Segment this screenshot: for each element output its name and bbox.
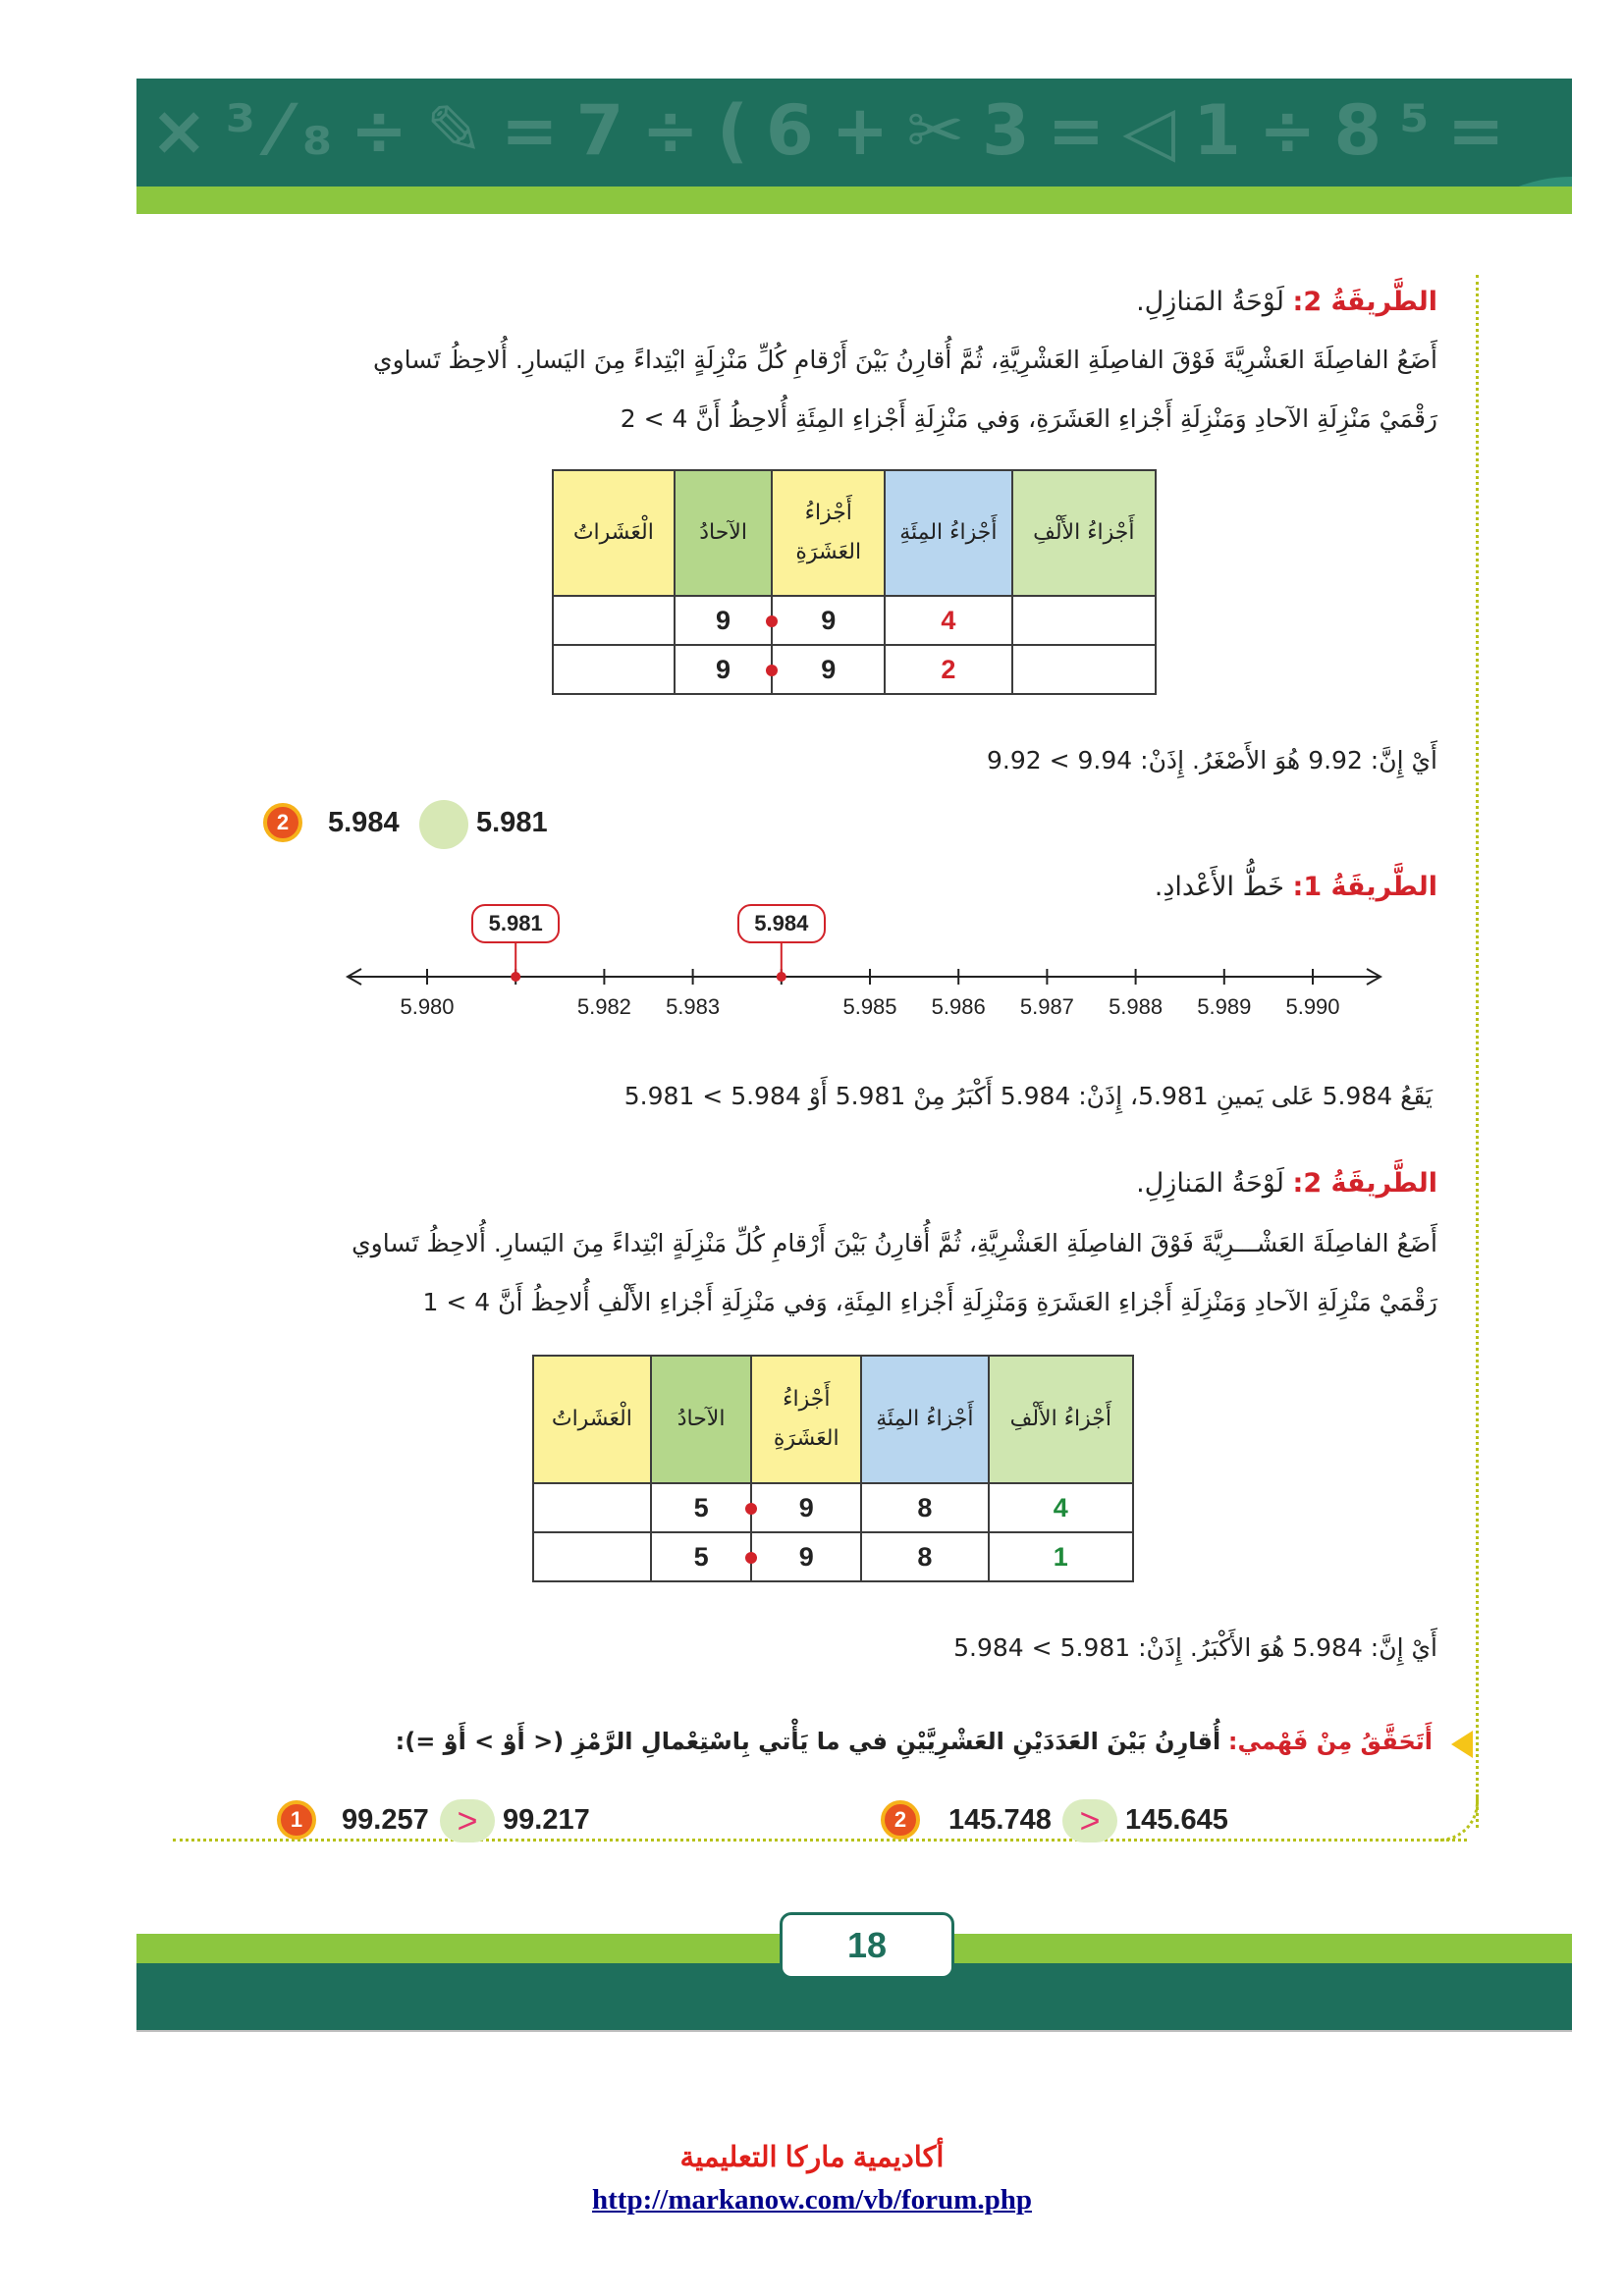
example-2-left-number: 5.984 — [328, 807, 400, 838]
tick-label: 5.985 — [842, 994, 897, 1019]
th-ones: الآحادُ — [675, 470, 773, 596]
method2a-label: الطَّريقَةُ 2: — [1292, 287, 1437, 317]
table-row — [533, 1532, 1133, 1581]
academy-name: أكاديمية ماركا التعليمية — [679, 2142, 945, 2173]
method1-label: الطَّريقَةُ 1: — [1292, 872, 1437, 902]
header-banner — [136, 79, 1572, 214]
page-number: 18 — [780, 1912, 954, 1979]
method2a-heading — [1136, 287, 1437, 317]
example-2-badge: 2 — [263, 803, 302, 842]
exercise-2-right: 145.645 — [1125, 1804, 1228, 1836]
comparison-blank-circle — [419, 800, 468, 849]
number-line-conclusion: يَقَعُ 5.984 عَلى يَمينِ 5.981، إِذَنْ: 5.984 أَكْبَرُ مِنْ 5.981 أَوْ 5.984 > 5.981 — [623, 1082, 1433, 1110]
cell: 4 — [989, 1483, 1133, 1532]
cell — [772, 596, 885, 645]
th-tens: الْعَشَراتُ — [533, 1356, 651, 1483]
frame-border-right — [1476, 275, 1479, 1828]
tick-label: 5.990 — [1285, 994, 1340, 1019]
decimal-point-dot — [745, 1503, 757, 1515]
text-b-line2: رَقْمَيْ مَنْزِلَةِ الآحادِ وَمَنْزِلَةِ أَجْزاءِ العَشَرَةِ وَمَنْزِلَةِ أَجْزاءِ المِئَةِ، وَفي مَنْزِلَةِ أَجْزاءِ الأَلْفِ أُلاحِظُ أَنَّ 4 > 1 — [422, 1288, 1437, 1316]
tick-label: 5.982 — [576, 994, 631, 1019]
table-row — [553, 645, 1156, 694]
tick-label: 5.987 — [1019, 994, 1074, 1019]
conclusion-a: أَيْ إِنَّ: 9.92 هُوَ الأَصْغَرُ. إِذَنْ: 9.94 > 9.92 — [987, 746, 1437, 774]
place-value-table-a — [552, 469, 1157, 695]
number-line-ticks — [427, 941, 1313, 985]
method2b-label: الطَّريقَةُ 2: — [1292, 1168, 1437, 1199]
cell — [533, 1532, 651, 1581]
cell-value: 9 — [821, 654, 837, 684]
th-thousandths: أَجْزاءُ الأَلْفِ — [989, 1356, 1133, 1483]
text-a-line1: أَضَعُ الفاصِلَةَ العَشْرِيَّةَ فَوْقَ الفاصِلَةِ العَشْرِيَّةِ، ثُمَّ أُقارِنُ بَيْنَ أَرْقامِ كُلِّ مَنْزِلَةٍ ابْتِداءً مِنَ اليَسارِ. أُلاحِظُ تَساوي — [373, 346, 1437, 374]
exercise-1-left: 99.257 — [342, 1804, 429, 1836]
conclusion-b: أَيْ إِنَّ: 5.984 هُوَ الأَكْبَرُ. إِذَنْ: 5.981 > 5.984 — [953, 1633, 1437, 1662]
method1-title: خَطُّ الأَعْدادِ. — [1154, 872, 1284, 902]
cell: 9 — [675, 596, 773, 645]
check-label: أَتَحَقَّقُ مِنْ فَهْمي: — [1227, 1728, 1433, 1755]
cell: 9 — [675, 645, 773, 694]
decimal-point-dot — [766, 665, 778, 676]
cell: 2 — [885, 645, 1011, 694]
th-hundredths: أَجْزاءُ المِئَةِ — [885, 470, 1011, 596]
banner-green-stripe — [136, 187, 1572, 214]
cell: 8 — [861, 1483, 988, 1532]
cell — [751, 1532, 861, 1581]
tick-label: 5.980 — [400, 994, 455, 1019]
th-hundredths: أَجْزاءُ المِئَةِ — [861, 1356, 988, 1483]
decimal-point-dot — [766, 615, 778, 627]
cell: 4 — [885, 596, 1011, 645]
tick-label: 5.989 — [1197, 994, 1252, 1019]
cell — [1012, 645, 1156, 694]
table-row — [533, 1483, 1133, 1532]
method2b-title: لَوْحَةُ المَنازِلِ. — [1136, 1168, 1284, 1199]
exercise-2-badge: 2 — [881, 1800, 920, 1840]
cell: 5 — [651, 1532, 752, 1581]
cell-value: 9 — [821, 605, 837, 635]
place-value-table-b — [532, 1355, 1134, 1582]
cell — [553, 645, 675, 694]
method2b-heading — [1136, 1168, 1437, 1199]
th-ones: الآحادُ — [651, 1356, 752, 1483]
number-line — [334, 898, 1394, 1045]
tick-label: 5.988 — [1109, 994, 1164, 1019]
frame-border-corner — [1435, 1794, 1479, 1842]
frame-border-bottom — [173, 1839, 1467, 1842]
cell — [553, 596, 675, 645]
table-row — [553, 596, 1156, 645]
check-text: أُقارِنُ بَيْنَ العَدَدَيْنِ العَشْرِيَّيْنِ في ما يَأْتي بِاسْتِعْمالِ الرَّمْزِ (< أَوْ > أَوْ =): — [395, 1728, 1221, 1755]
decimal-point-dot — [745, 1552, 757, 1564]
cell — [751, 1483, 861, 1532]
tick-label: 5.986 — [931, 994, 986, 1019]
th-thousandths: أَجْزاءُ الأَلْفِ — [1012, 470, 1156, 596]
check-understanding — [396, 1728, 1433, 1755]
check-pointer-icon — [1451, 1731, 1473, 1758]
cell: 8 — [861, 1532, 988, 1581]
cell-value: 9 — [798, 1492, 814, 1522]
th-tens: الْعَشَراتُ — [553, 470, 675, 596]
cell: 1 — [989, 1532, 1133, 1581]
number-line-point — [777, 972, 786, 982]
point-callout: 5.981 — [471, 904, 560, 943]
exercise-2-symbol: > — [1062, 1799, 1117, 1842]
method2a-title: لَوْحَةُ المَنازِلِ. — [1136, 287, 1284, 317]
academy-link[interactable]: http://markanow.com/vb/forum.php — [592, 2184, 1032, 2216]
exercise-2-left: 145.748 — [948, 1804, 1052, 1836]
text-b-line1: أَضَعُ الفاصِلَةَ العَشْـــرِيَّةَ فَوْقَ الفاصِلَةِ العَشْرِيَّةِ، ثُمَّ أُقارِنُ بَيْنَ أَرْقامِ كُلِّ مَنْزِلَةٍ ابْتِداءً مِنَ اليَسارِ. أُلاحِظُ تَساوي — [352, 1229, 1437, 1257]
th-tenths: أَجْزاءُ العَشَرَةِ — [751, 1356, 861, 1483]
exercise-1-badge: 1 — [277, 1800, 316, 1840]
cell: 5 — [651, 1483, 752, 1532]
cell — [772, 645, 885, 694]
text-a-line2: رَقْمَيْ مَنْزِلَةِ الآحادِ وَمَنْزِلَةِ أَجْزاءِ العَشَرَةِ، وَفي مَنْزِلَةِ أَجْزاءِ المِئَةِ أُلاحِظُ أَنَّ 4 > 2 — [620, 404, 1437, 433]
math-symbols-pattern-icon: ×³⁄₈÷✎=7÷(6+✂3=◁1÷8⁵= — [150, 90, 1523, 171]
exercise-1-right: 99.217 — [503, 1804, 590, 1836]
th-tenths: أَجْزاءُ العَشَرَةِ — [772, 470, 885, 596]
cell — [533, 1483, 651, 1532]
cell-value: 9 — [798, 1541, 814, 1572]
number-line-point — [511, 972, 520, 982]
tick-label: 5.983 — [666, 994, 721, 1019]
cell — [1012, 596, 1156, 645]
example-2-right-number: 5.981 — [476, 807, 548, 838]
footer-divider — [136, 2030, 1572, 2032]
exercise-1-symbol: > — [440, 1799, 495, 1842]
point-callout: 5.984 — [737, 904, 826, 943]
